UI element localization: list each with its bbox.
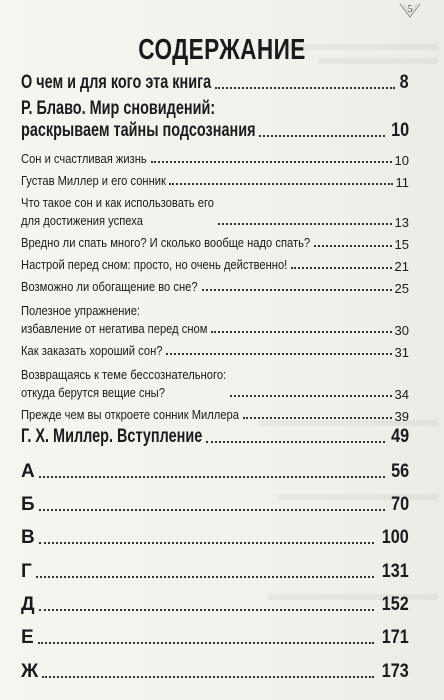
toc-entry-title-line: раскрываем тайны подсознания <box>21 120 256 141</box>
toc-entry <box>21 252 409 274</box>
toc-page-number: 152 <box>382 594 409 615</box>
toc-entry-title-line: избавление от негатива перед сном <box>21 321 208 336</box>
toc-leader-dots <box>314 245 391 247</box>
toc-leader-dots <box>39 542 375 544</box>
toc-page-number: 11 <box>395 175 409 190</box>
toc-entry-title <box>21 234 310 252</box>
toc-entry-title-line: Сон и счастливая жизнь <box>21 151 147 166</box>
toc-entry-title-line: Возможно ли обогащение во сне? <box>21 279 198 294</box>
toc-leader-dots <box>206 441 385 443</box>
toc-entry-title <box>21 594 35 616</box>
toc-entry-title-line: Как заказать хороший сон? <box>21 343 163 358</box>
toc-entry-title-line: Е <box>21 627 34 648</box>
toc-page-number: 8 <box>400 72 409 93</box>
toc-entry <box>21 515 409 549</box>
toc-entry <box>21 340 409 360</box>
toc-entry <box>21 168 409 190</box>
toc-entry-title-line: Густав Миллер и его сонник <box>21 173 166 188</box>
toc-entry-title <box>21 342 162 360</box>
toc-entry-title-line: для достижения успеха <box>21 213 143 228</box>
toc-page-number: 173 <box>382 661 409 682</box>
toc-page-number: 25 <box>394 281 409 296</box>
toc-entry <box>21 360 409 402</box>
toc-entry <box>21 482 409 516</box>
toc-entry-title <box>21 150 147 168</box>
toc-leader-dots <box>39 509 385 511</box>
toc-entry-title-line: Прежде чем вы откроете сонник Миллера <box>21 407 239 422</box>
toc-page-number: 31 <box>394 345 409 360</box>
toc-entry-title <box>21 194 214 230</box>
page-number-badge <box>398 2 422 20</box>
toc-entry <box>21 404 409 424</box>
toc-leader-dots <box>39 476 385 478</box>
toc-entry-title <box>21 527 35 549</box>
toc-leader-dots <box>166 353 392 355</box>
toc-entry <box>21 582 409 616</box>
toc-entry-title <box>21 561 32 583</box>
toc-entry <box>21 72 409 94</box>
toc-page-number: 70 <box>391 494 409 515</box>
toc-entry <box>21 146 409 168</box>
toc-entry-title <box>21 278 198 296</box>
toc-leader-dots <box>39 609 375 611</box>
toc-entry-title-line: Настрой перед сном: просто, но очень действенно! <box>21 257 288 272</box>
toc-entry <box>21 190 409 230</box>
toc-page-number: 49 <box>391 426 409 447</box>
toc-page-number: 131 <box>382 561 409 582</box>
toc-entry-title-line: Д <box>21 594 35 615</box>
toc-entry-title <box>21 461 35 483</box>
page-number: 5 <box>407 4 413 15</box>
toc-page-number: 30 <box>394 323 409 338</box>
toc-entry-title-line: Вредно ли спать много? И сколько вообще надо спать? <box>21 235 311 250</box>
toc-leader-dots <box>169 183 392 185</box>
toc-leader-dots <box>259 135 385 137</box>
toc-entry <box>21 422 409 448</box>
toc-entry-title-line: Что такое сон и как использовать его <box>21 195 215 210</box>
toc-entry-title <box>21 661 38 683</box>
toc-entry-title <box>21 366 226 402</box>
toc-page-number: 171 <box>382 627 409 648</box>
toc-page-number: 21 <box>394 259 409 274</box>
toc-entry <box>21 274 409 296</box>
toc-leader-dots <box>218 223 391 225</box>
toc-entry-title-line: Р. Блаво. Мир сновидений: <box>21 98 216 119</box>
toc-entry-title <box>21 494 35 516</box>
toc-entry-title-line: Возвращаясь к теме бессознательного: <box>21 367 227 382</box>
toc-entry-title <box>21 256 287 274</box>
toc-entry-title-line: Г <box>21 561 32 582</box>
toc-entry-title-line: Ж <box>21 661 39 682</box>
toc-leader-dots <box>211 331 391 333</box>
toc-entry <box>21 649 409 683</box>
toc-entry <box>21 449 409 483</box>
toc-leader-dots <box>230 395 392 397</box>
toc-leader-dots <box>202 289 392 291</box>
toc-entry <box>21 615 409 649</box>
toc-entry <box>21 549 409 583</box>
toc-leader-dots <box>291 267 392 269</box>
toc-leader-dots <box>215 87 395 89</box>
toc-entry <box>21 296 409 338</box>
toc-entry-title-line: Полезное упражнение: <box>21 303 141 318</box>
toc-entry-title <box>21 98 256 142</box>
toc-leader-dots <box>42 676 374 678</box>
toc-entry-title <box>21 72 211 94</box>
toc-entry-title-line: В <box>21 527 35 548</box>
toc-page-number: 10 <box>394 153 409 168</box>
toc-entry-title <box>21 627 34 649</box>
toc-leader-dots <box>38 642 375 644</box>
toc-page-number: 39 <box>394 409 409 424</box>
toc-entry-title <box>21 172 166 190</box>
toc-entry-title-line: А <box>21 461 35 482</box>
contents-title: СОДЕРЖАНИЕ <box>138 34 306 66</box>
toc-leader-dots <box>151 161 392 163</box>
toc-page-number: 34 <box>394 387 409 402</box>
toc-page-number: 13 <box>394 215 409 230</box>
toc-entry-title-line: Г. Х. Миллер. Вступление <box>21 426 203 447</box>
toc-leader-dots <box>243 417 391 419</box>
toc-entry-title-line: О чем и для кого эта книга <box>21 72 212 93</box>
toc-page-number: 100 <box>382 527 409 548</box>
toc-entry-title <box>21 426 202 448</box>
toc-page-number: 15 <box>394 237 409 252</box>
toc-page-number: 56 <box>391 461 409 482</box>
toc-entry-title-line: откуда берутся вещие сны? <box>21 385 165 400</box>
toc-entry-title-line: Б <box>21 494 35 515</box>
toc-page-number: 10 <box>391 120 409 141</box>
toc-entry <box>21 96 409 142</box>
toc-entry <box>21 230 409 252</box>
toc-entry-title <box>21 302 207 338</box>
toc-leader-dots <box>36 576 375 578</box>
